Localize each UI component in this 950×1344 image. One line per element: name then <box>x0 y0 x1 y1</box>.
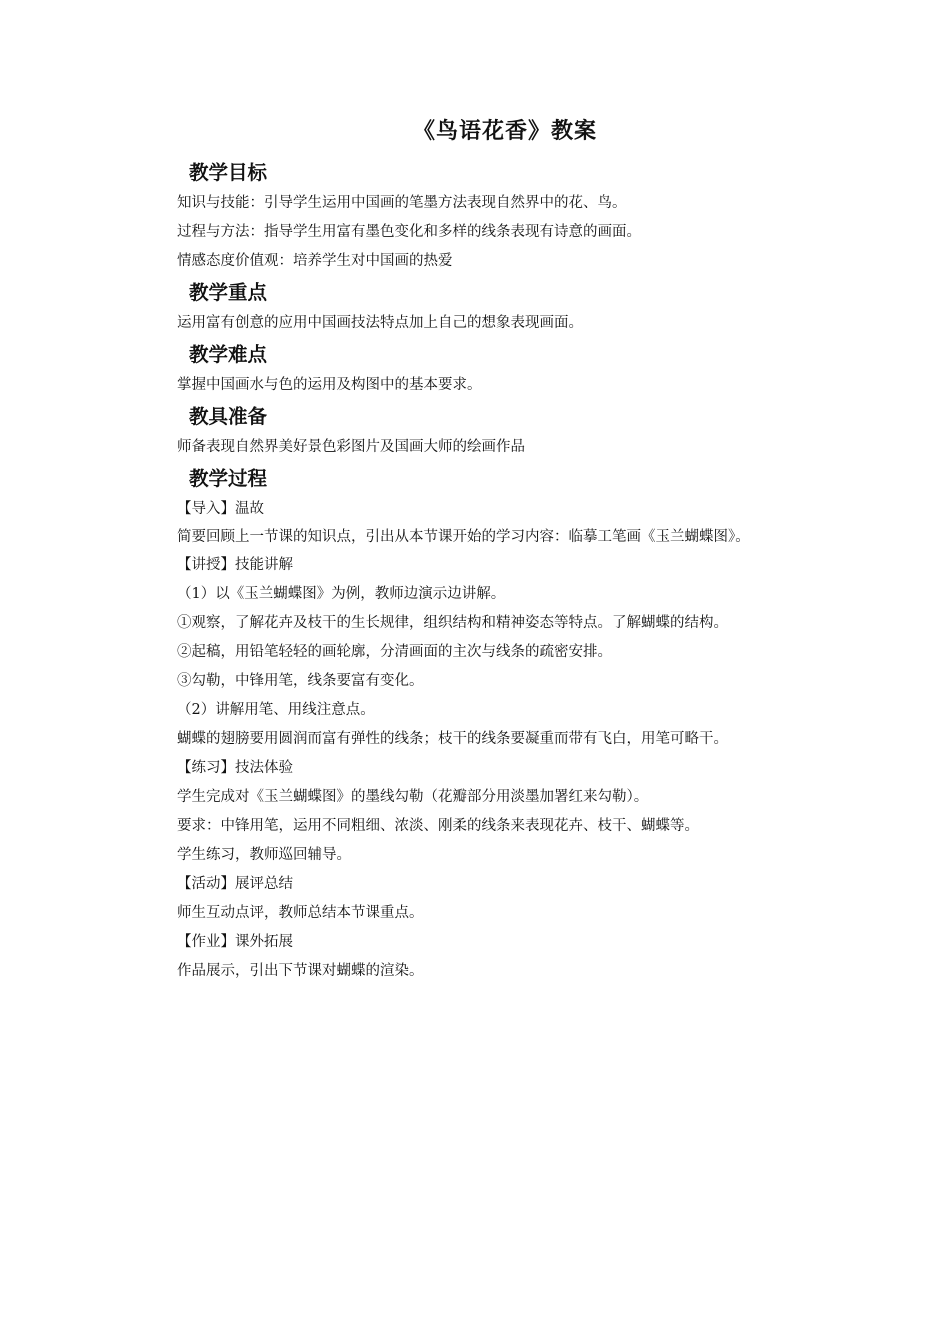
paragraph: 【活动】展评总结 <box>177 876 293 892</box>
paragraph: 掌握中国画水与色的运用及构图中的基本要求。 <box>177 377 482 393</box>
paragraph: 师生互动点评，教师总结本节课重点。 <box>177 905 424 921</box>
section-key-points <box>145 276 815 338</box>
section-heading: 教学目标 <box>189 161 268 184</box>
paragraph: ③勾勒，中锋用笔，线条要富有变化。 <box>177 673 424 689</box>
document-title: 《鸟语花香》教案 <box>412 119 597 144</box>
paragraph: 知识与技能：引导学生运用中国画的笔墨方法表现自然界中的花、鸟。 <box>177 195 627 211</box>
paragraph: （1）以《玉兰蝴蝶图》为例，教师边演示边讲解。 <box>177 586 506 602</box>
paragraph: 师备表现自然界美好景色彩图片及国画大师的绘画作品 <box>177 439 525 455</box>
section-objectives <box>145 156 815 276</box>
paragraph: 情感态度价值观：培养学生对中国画的热爱 <box>177 253 453 269</box>
paragraph: 作品展示，引出下节课对蝴蝶的渲染。 <box>177 963 424 979</box>
paragraph: 运用富有创意的应用中国画技法特点加上自己的想象表现画面。 <box>177 315 583 331</box>
paragraph: 学生练习，教师巡回辅导。 <box>177 847 351 863</box>
paragraph: 【练习】技法体验 <box>177 760 293 776</box>
section-heading: 教具准备 <box>189 405 268 428</box>
paragraph: （2）讲解用笔、用线注意点。 <box>177 702 375 718</box>
section-process <box>145 462 815 986</box>
paragraph: 简要回顾上一节课的知识点，引出从本节课开始的学习内容：临摹工笔画《玉兰蝴蝶图》。 <box>177 529 750 545</box>
document-body <box>145 156 815 986</box>
paragraph: ①观察，了解花卉及枝干的生长规律，组织结构和精神姿态等特点。了解蝴蝶的结构。 <box>177 615 728 631</box>
section-heading: 教学重点 <box>189 281 268 304</box>
paragraph: 【讲授】技能讲解 <box>177 557 293 573</box>
section-heading: 教学过程 <box>189 467 268 490</box>
paragraph: 要求：中锋用笔，运用不同粗细、浓淡、刚柔的线条来表现花卉、枝干、蝴蝶等。 <box>177 818 699 834</box>
paragraph: 学生完成对《玉兰蝴蝶图》的墨线勾勒（花瓣部分用淡墨加署红来勾勒）。 <box>177 789 649 805</box>
paragraph: 【作业】课外拓展 <box>177 934 293 950</box>
paragraph: 过程与方法：指导学生用富有墨色变化和多样的线条表现有诗意的画面。 <box>177 224 641 240</box>
section-heading: 教学难点 <box>189 343 268 366</box>
section-difficulties <box>145 338 815 400</box>
paragraph: 蝴蝶的翅膀要用圆润而富有弹性的线条；枝干的线条要凝重而带有飞白，用笔可略干。 <box>177 731 728 747</box>
paragraph: ②起稿，用铅笔轻轻的画轮廓，分清画面的主次与线条的疏密安排。 <box>177 644 612 660</box>
section-materials <box>145 400 815 462</box>
paragraph: 【导入】温故 <box>177 501 264 517</box>
